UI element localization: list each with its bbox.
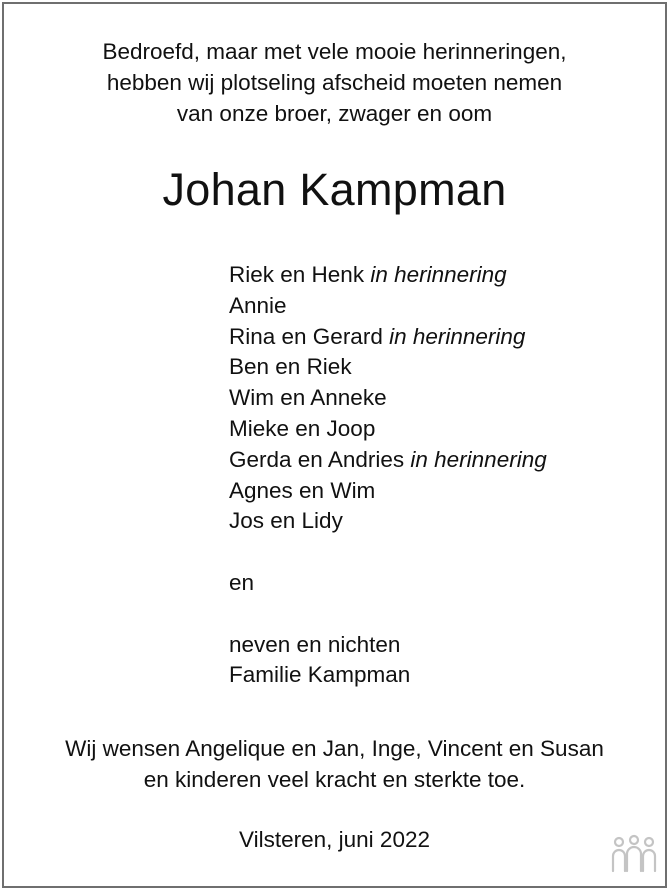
extended-family-line: neven en nichten: [229, 631, 401, 657]
relative-row: [229, 383, 547, 414]
relative-row: [229, 506, 547, 537]
family-people-icon: [610, 834, 658, 874]
relative-row: [229, 322, 547, 353]
relative-names: Jos en Lidy: [229, 508, 343, 534]
wish-text: [0, 733, 669, 795]
place-date: Vilsteren, juni 2022: [239, 827, 430, 852]
intro-text: [0, 36, 669, 129]
intro-line: hebben wij plotseling afscheid moeten nemen: [106, 70, 563, 95]
deceased-name: Johan Kampman: [162, 164, 507, 215]
relative-note: in herinnering: [410, 446, 547, 472]
conjunction-text: en: [229, 569, 255, 595]
relative-names: Ben en Riek: [229, 354, 352, 380]
extended-family-line: Familie Kampman: [229, 662, 411, 688]
relatives-list: [229, 260, 547, 691]
relative-row: [229, 445, 547, 476]
wish-line: en kinderen veel kracht en sterkte toe.: [143, 767, 526, 792]
intro-line: Bedroefd, maar met vele mooie herinneringen,: [102, 39, 567, 64]
relative-names: Mieke en Joop: [229, 415, 376, 441]
relative-row: [229, 260, 547, 291]
relative-note: in herinnering: [389, 323, 526, 349]
relative-note: in herinnering: [370, 262, 507, 287]
relative-names: Rina en Gerard: [229, 323, 383, 349]
relative-row: [229, 291, 547, 322]
relative-names: Agnes en Wim: [229, 477, 376, 503]
relative-names: Wim en Anneke: [229, 385, 387, 411]
intro-line: van onze broer, zwager en oom: [176, 101, 493, 126]
relative-row: [229, 476, 547, 507]
relative-row: [229, 414, 547, 445]
relative-names: Gerda en Andries: [229, 446, 405, 472]
relative-row: [229, 352, 547, 383]
relative-names: Annie: [229, 292, 287, 318]
wish-line: Wij wensen Angelique en Jan, Inge, Vincent en Susan: [65, 736, 604, 761]
relative-names: Riek en Henk: [229, 262, 365, 287]
